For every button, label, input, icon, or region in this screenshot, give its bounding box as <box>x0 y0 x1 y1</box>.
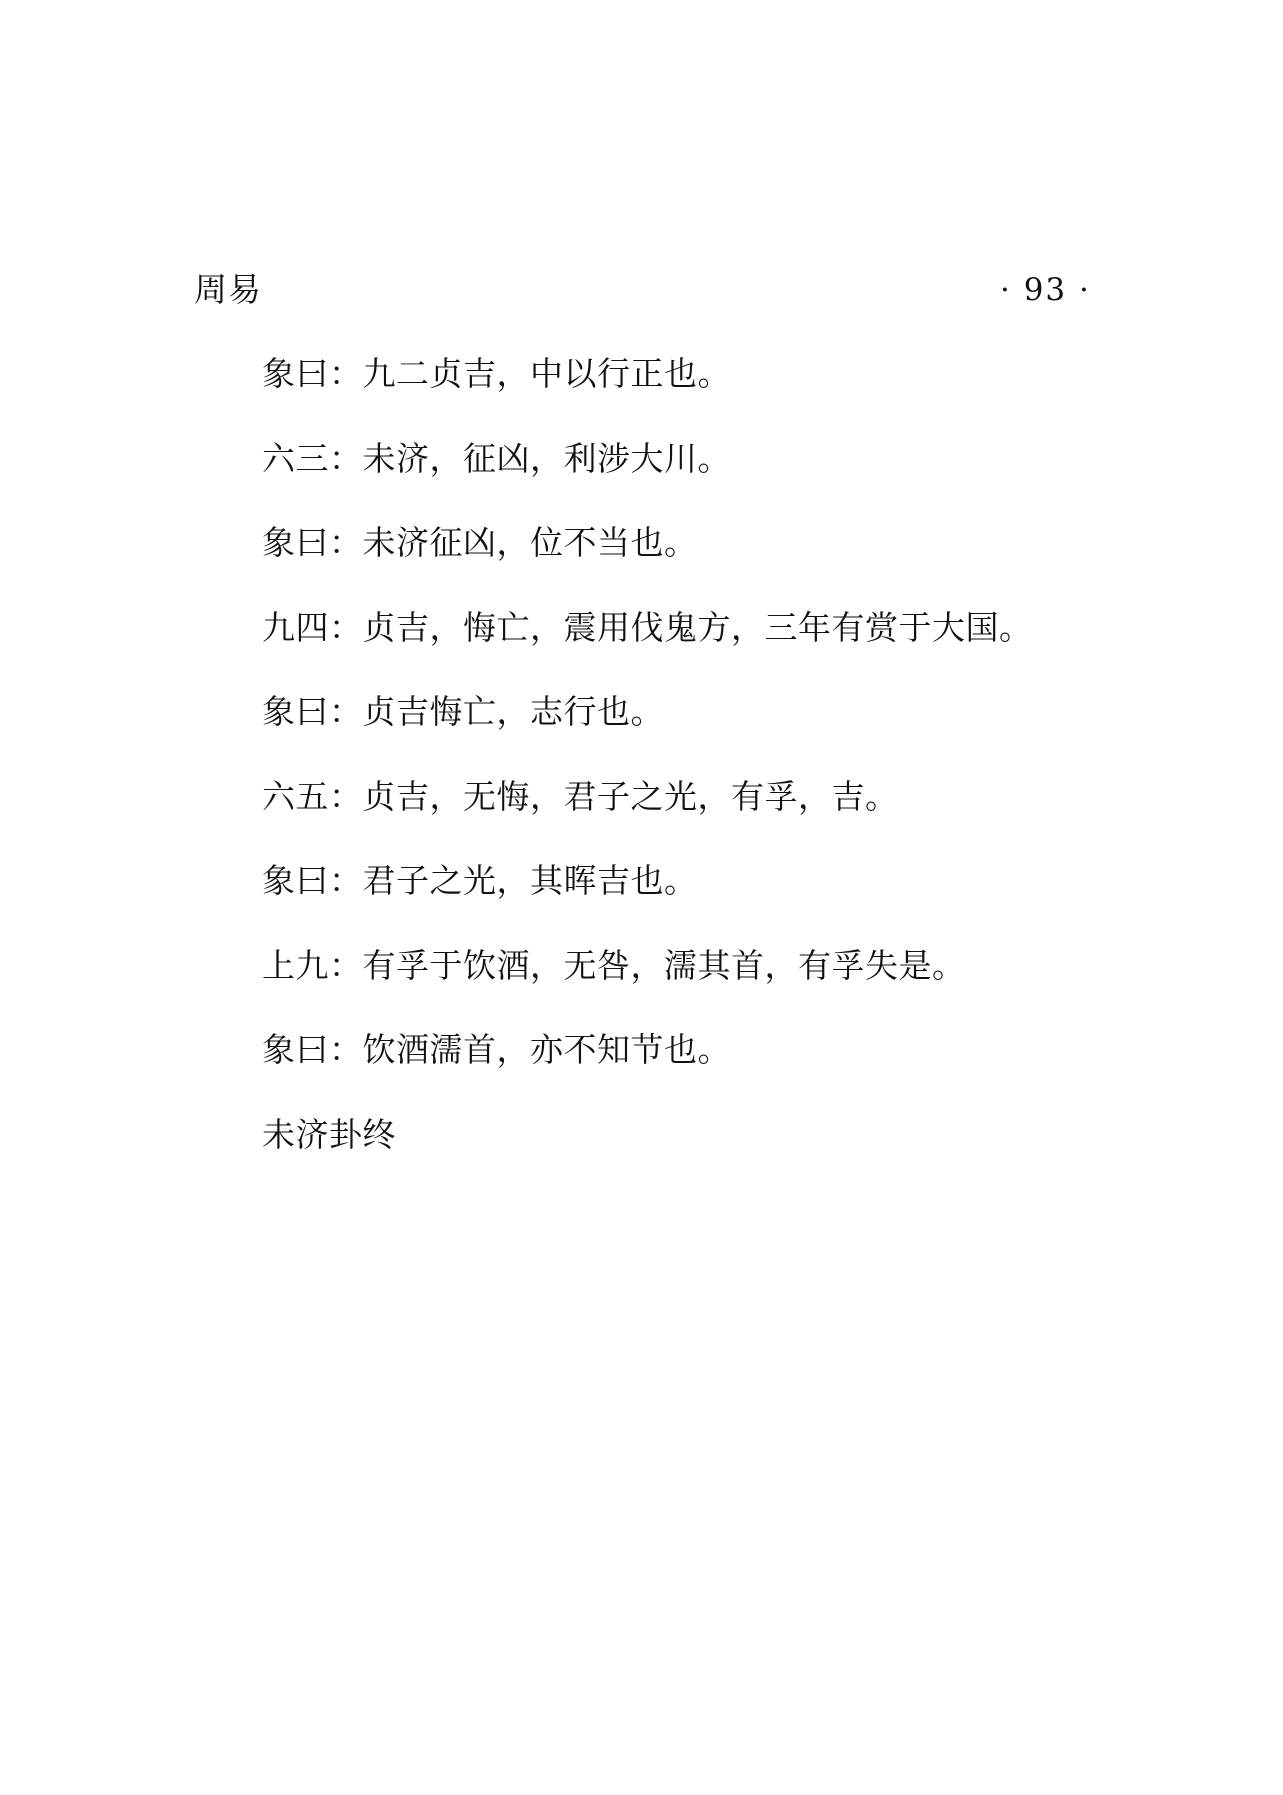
text-line: 象曰：君子之光，其晖吉也。 <box>262 861 698 900</box>
text-line: 象曰：贞吉悔亡，志行也。 <box>262 692 664 731</box>
text-line: 六五：贞吉，无悔，君子之光，有孚，吉。 <box>262 776 899 816</box>
text-line: 九四：贞吉，悔亡，震用伐鬼方，三年有赏于大国。 <box>262 607 1033 647</box>
text-line: 未济卦终 <box>262 1114 396 1154</box>
running-head-title: 周易 <box>194 270 262 309</box>
text-line: 上九：有孚于饮酒，无咎，濡其首，有孚失是。 <box>262 945 966 985</box>
text-line: 六三：未济，征凶，利涉大川。 <box>262 438 731 478</box>
text-line: 象曰：饮酒濡首，亦不知节也。 <box>262 1030 731 1069</box>
text-line: 象曰：九二贞吉，中以行正也。 <box>262 354 731 393</box>
text-line: 象曰：未济征凶，位不当也。 <box>262 523 698 562</box>
page-number: · 93 · <box>1000 272 1091 308</box>
body-text <box>262 352 1162 1197</box>
